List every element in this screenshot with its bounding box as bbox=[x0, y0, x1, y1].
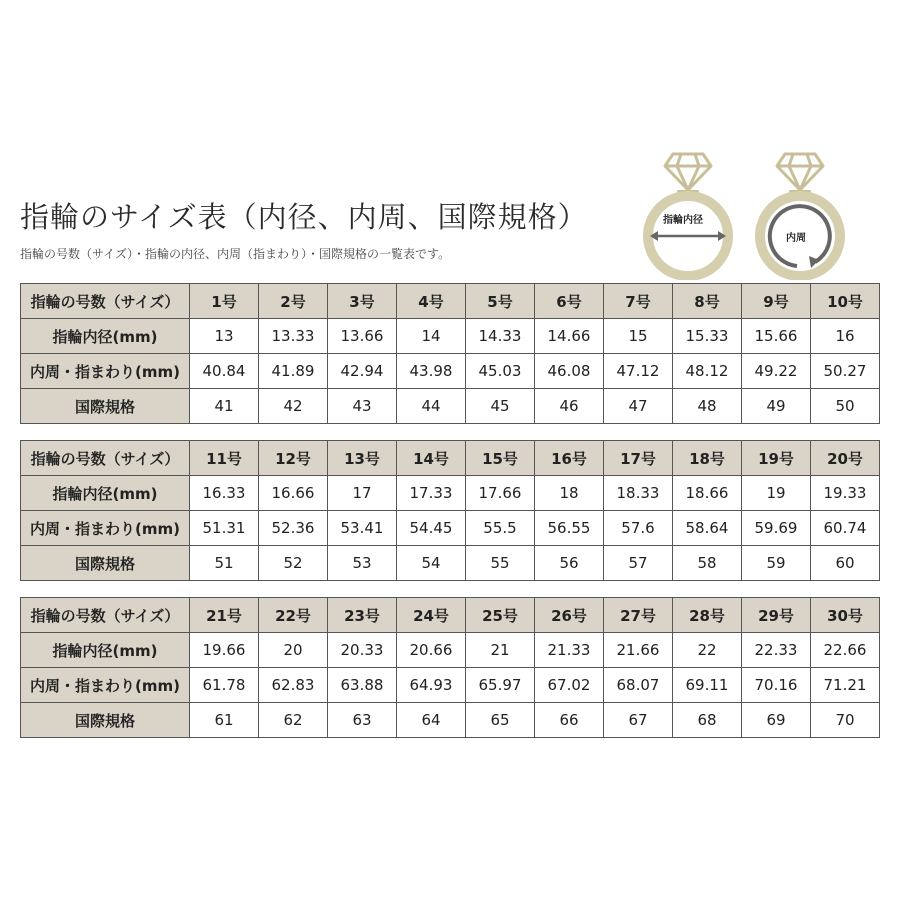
diameter-cell: 21 bbox=[466, 633, 535, 668]
international-cell: 42 bbox=[259, 389, 328, 424]
international-cell: 66 bbox=[535, 703, 604, 738]
size-cell: 9号 bbox=[742, 284, 811, 319]
international-cell: 55 bbox=[466, 546, 535, 581]
circumference-cell: 67.02 bbox=[535, 668, 604, 703]
international-cell: 70 bbox=[811, 703, 880, 738]
diameter-cell: 21.33 bbox=[535, 633, 604, 668]
international-cell: 45 bbox=[466, 389, 535, 424]
circumference-cell: 41.89 bbox=[259, 354, 328, 389]
international-cell: 64 bbox=[397, 703, 466, 738]
size-cell: 28号 bbox=[673, 598, 742, 633]
size-cell: 17号 bbox=[604, 441, 673, 476]
international-row bbox=[21, 546, 880, 581]
row-label-size: 指輪の号数（サイズ） bbox=[21, 441, 190, 476]
international-cell: 44 bbox=[397, 389, 466, 424]
circumference-cell: 46.08 bbox=[535, 354, 604, 389]
size-cell: 18号 bbox=[673, 441, 742, 476]
international-cell: 52 bbox=[259, 546, 328, 581]
diamond-icon bbox=[665, 154, 711, 190]
row-label-international: 国際規格 bbox=[21, 389, 190, 424]
ring-icon bbox=[745, 150, 855, 280]
circumference-cell: 51.31 bbox=[190, 511, 259, 546]
size-cell: 2号 bbox=[259, 284, 328, 319]
international-cell: 68 bbox=[673, 703, 742, 738]
size-cell: 8号 bbox=[673, 284, 742, 319]
circumference-row bbox=[21, 354, 880, 389]
size-cell: 20号 bbox=[811, 441, 880, 476]
diameter-cell: 14.33 bbox=[466, 319, 535, 354]
circumference-cell: 61.78 bbox=[190, 668, 259, 703]
international-cell: 46 bbox=[535, 389, 604, 424]
international-cell: 48 bbox=[673, 389, 742, 424]
circumference-cell: 65.97 bbox=[466, 668, 535, 703]
size-row bbox=[21, 598, 880, 633]
circumference-cell: 52.36 bbox=[259, 511, 328, 546]
size-cell: 12号 bbox=[259, 441, 328, 476]
circumference-cell: 40.84 bbox=[190, 354, 259, 389]
diameter-cell: 20.33 bbox=[328, 633, 397, 668]
diameter-cell: 16.66 bbox=[259, 476, 328, 511]
circumference-cell: 53.41 bbox=[328, 511, 397, 546]
size-cell: 27号 bbox=[604, 598, 673, 633]
international-cell: 69 bbox=[742, 703, 811, 738]
circumference-cell: 56.55 bbox=[535, 511, 604, 546]
diameter-cell: 21.66 bbox=[604, 633, 673, 668]
diameter-cell: 16 bbox=[811, 319, 880, 354]
circumference-cell: 60.74 bbox=[811, 511, 880, 546]
circumference-cell: 43.98 bbox=[397, 354, 466, 389]
size-table-2 bbox=[20, 440, 880, 581]
diameter-label: 指輪内径 bbox=[663, 215, 703, 226]
row-label-circumference: 内周・指まわり(mm) bbox=[21, 668, 190, 703]
size-cell: 24号 bbox=[397, 598, 466, 633]
circumference-cell: 64.93 bbox=[397, 668, 466, 703]
size-cell: 16号 bbox=[535, 441, 604, 476]
diameter-cell: 18.33 bbox=[604, 476, 673, 511]
diameter-cell: 18.66 bbox=[673, 476, 742, 511]
size-cell: 22号 bbox=[259, 598, 328, 633]
circumference-cell: 54.45 bbox=[397, 511, 466, 546]
international-row bbox=[21, 703, 880, 738]
diameter-row bbox=[21, 476, 880, 511]
international-cell: 61 bbox=[190, 703, 259, 738]
international-cell: 53 bbox=[328, 546, 397, 581]
row-label-diameter: 指輪内径(mm) bbox=[21, 476, 190, 511]
circumference-cell: 49.22 bbox=[742, 354, 811, 389]
size-cell: 3号 bbox=[328, 284, 397, 319]
diameter-cell: 13 bbox=[190, 319, 259, 354]
size-cell: 30号 bbox=[811, 598, 880, 633]
circumference-cell: 59.69 bbox=[742, 511, 811, 546]
size-cell: 7号 bbox=[604, 284, 673, 319]
international-cell: 63 bbox=[328, 703, 397, 738]
diameter-cell: 15 bbox=[604, 319, 673, 354]
page-title: 指輪のサイズ表（内径、内周、国際規格） bbox=[20, 200, 588, 234]
size-cell: 6号 bbox=[535, 284, 604, 319]
diameter-cell: 13.33 bbox=[259, 319, 328, 354]
size-row bbox=[21, 441, 880, 476]
international-cell: 41 bbox=[190, 389, 259, 424]
international-cell: 57 bbox=[604, 546, 673, 581]
diameter-cell: 20 bbox=[259, 633, 328, 668]
international-row bbox=[21, 389, 880, 424]
size-cell: 26号 bbox=[535, 598, 604, 633]
international-cell: 51 bbox=[190, 546, 259, 581]
international-cell: 43 bbox=[328, 389, 397, 424]
international-cell: 62 bbox=[259, 703, 328, 738]
international-cell: 59 bbox=[742, 546, 811, 581]
international-cell: 67 bbox=[604, 703, 673, 738]
page-subtitle: 指輪の号数（サイズ）・指輪の内径、内周（指まわり）・国際規格の一覧表です。 bbox=[20, 247, 451, 261]
diameter-row bbox=[21, 319, 880, 354]
international-cell: 47 bbox=[604, 389, 673, 424]
row-label-international: 国際規格 bbox=[21, 546, 190, 581]
size-cell: 13号 bbox=[328, 441, 397, 476]
row-label-circumference: 内周・指まわり(mm) bbox=[21, 511, 190, 546]
circumference-cell: 55.5 bbox=[466, 511, 535, 546]
circumference-cell: 45.03 bbox=[466, 354, 535, 389]
diameter-cell: 20.66 bbox=[397, 633, 466, 668]
diameter-cell: 17.66 bbox=[466, 476, 535, 511]
diameter-cell: 16.33 bbox=[190, 476, 259, 511]
circumference-cell: 42.94 bbox=[328, 354, 397, 389]
diameter-cell: 19.66 bbox=[190, 633, 259, 668]
size-cell: 1号 bbox=[190, 284, 259, 319]
international-cell: 56 bbox=[535, 546, 604, 581]
circumference-cell: 47.12 bbox=[604, 354, 673, 389]
row-label-diameter: 指輪内径(mm) bbox=[21, 319, 190, 354]
size-cell: 4号 bbox=[397, 284, 466, 319]
size-cell: 23号 bbox=[328, 598, 397, 633]
diameter-cell: 18 bbox=[535, 476, 604, 511]
diameter-cell: 19 bbox=[742, 476, 811, 511]
international-cell: 49 bbox=[742, 389, 811, 424]
diameter-cell: 15.66 bbox=[742, 319, 811, 354]
circumference-cell: 69.11 bbox=[673, 668, 742, 703]
size-table-3 bbox=[20, 597, 880, 738]
circumference-cell: 71.21 bbox=[811, 668, 880, 703]
circumference-cell: 50.27 bbox=[811, 354, 880, 389]
size-cell: 14号 bbox=[397, 441, 466, 476]
ring-circumference-illustration bbox=[745, 150, 855, 280]
size-cell: 19号 bbox=[742, 441, 811, 476]
diameter-cell: 17.33 bbox=[397, 476, 466, 511]
circumference-cell: 48.12 bbox=[673, 354, 742, 389]
size-cell: 10号 bbox=[811, 284, 880, 319]
diameter-cell: 22.66 bbox=[811, 633, 880, 668]
circumference-label: 内周 bbox=[786, 233, 806, 244]
row-label-international: 国際規格 bbox=[21, 703, 190, 738]
diameter-cell: 15.33 bbox=[673, 319, 742, 354]
circumference-cell: 58.64 bbox=[673, 511, 742, 546]
diameter-cell: 14.66 bbox=[535, 319, 604, 354]
diameter-cell: 14 bbox=[397, 319, 466, 354]
size-cell: 29号 bbox=[742, 598, 811, 633]
diameter-cell: 19.33 bbox=[811, 476, 880, 511]
size-cell: 15号 bbox=[466, 441, 535, 476]
size-cell: 21号 bbox=[190, 598, 259, 633]
size-row bbox=[21, 284, 880, 319]
circumference-cell: 68.07 bbox=[604, 668, 673, 703]
diameter-cell: 22.33 bbox=[742, 633, 811, 668]
row-label-circumference: 内周・指まわり(mm) bbox=[21, 354, 190, 389]
diamond-icon bbox=[777, 154, 823, 190]
size-cell: 25号 bbox=[466, 598, 535, 633]
international-cell: 54 bbox=[397, 546, 466, 581]
size-cell: 5号 bbox=[466, 284, 535, 319]
row-label-size: 指輪の号数（サイズ） bbox=[21, 598, 190, 633]
circumference-cell: 57.6 bbox=[604, 511, 673, 546]
circumference-cell: 63.88 bbox=[328, 668, 397, 703]
diameter-row bbox=[21, 633, 880, 668]
diameter-cell: 13.66 bbox=[328, 319, 397, 354]
diameter-cell: 22 bbox=[673, 633, 742, 668]
circumference-row bbox=[21, 668, 880, 703]
international-cell: 58 bbox=[673, 546, 742, 581]
ring-diameter-illustration bbox=[633, 150, 743, 280]
row-label-diameter: 指輪内径(mm) bbox=[21, 633, 190, 668]
international-cell: 50 bbox=[811, 389, 880, 424]
circumference-cell: 62.83 bbox=[259, 668, 328, 703]
international-cell: 65 bbox=[466, 703, 535, 738]
circumference-cell: 70.16 bbox=[742, 668, 811, 703]
diameter-cell: 17 bbox=[328, 476, 397, 511]
size-table-1 bbox=[20, 283, 880, 424]
row-label-size: 指輪の号数（サイズ） bbox=[21, 284, 190, 319]
size-cell: 11号 bbox=[190, 441, 259, 476]
international-cell: 60 bbox=[811, 546, 880, 581]
circumference-row bbox=[21, 511, 880, 546]
